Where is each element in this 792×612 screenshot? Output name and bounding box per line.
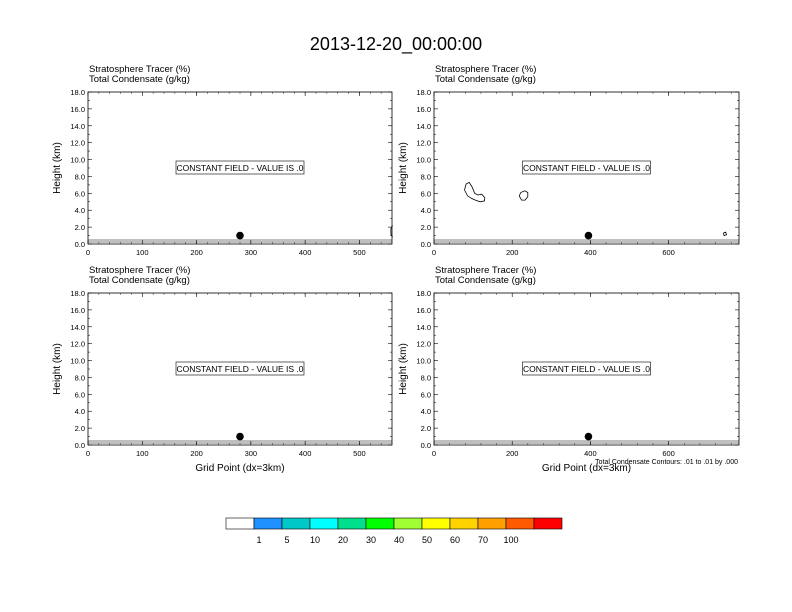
x-tick-label: 0 [431,449,437,458]
constant-field-label: CONSTANT FIELD - VALUE IS .0 [176,163,304,173]
y-tick-label: 0.0 [420,240,431,249]
panel-header-line: Stratosphere Tracer (%) [89,64,191,75]
y-tick-label: 2.0 [420,424,431,434]
x-tick-label: 200 [190,449,203,458]
y-tick-label: 18.0 [416,289,431,298]
x-axis-label: Grid Point (dx=3km) [541,463,632,474]
contour-info-note: Total Condensate Contours: .01 to .01 by .000 [595,459,738,466]
y-tick-label: 12.0 [70,138,85,148]
location-marker [585,433,593,441]
y-tick-label: 12.0 [70,339,85,349]
y-tick-label: 6.0 [420,390,431,400]
x-tick-label: 600 [662,248,675,257]
y-axis-label: Height (km) [398,142,409,194]
x-tick-label: 0 [85,449,91,458]
y-tick-label: 4.0 [74,206,85,216]
colorbar-label: 30 [365,535,377,545]
y-tick-label: 10.0 [70,155,85,165]
colorbar-label: 5 [284,535,290,545]
panels [52,64,739,474]
colorbar-swatch [478,518,506,529]
colorbar-swatch [422,518,450,529]
y-tick-label: 4.0 [420,407,431,417]
y-tick-label: 6.0 [420,189,431,199]
y-tick-label: 4.0 [74,407,85,417]
colorbar-swatch [338,518,366,529]
panel-header-line: Total Condensate (g/kg) [435,275,536,286]
location-marker [236,433,244,441]
panel-header-line: Stratosphere Tracer (%) [89,265,191,276]
panel-header-line: Total Condensate (g/kg) [435,74,536,85]
colorbar-label: 40 [393,535,405,545]
condensate-contour [723,232,726,235]
x-tick-label: 0 [85,248,91,257]
x-tick-label: 200 [505,449,519,458]
x-tick-label: 500 [353,248,366,257]
x-tick-label: 500 [353,449,366,458]
colorbar-swatch [450,518,478,529]
y-tick-label: 16.0 [416,104,431,114]
y-tick-label: 18.0 [416,88,431,97]
y-tick-label: 10.0 [70,356,85,366]
colorbar-label: 60 [449,535,461,545]
constant-field-label: CONSTANT FIELD - VALUE IS .0 [522,364,651,374]
y-tick-label: 16.0 [416,305,431,315]
y-tick-label: 2.0 [420,223,431,233]
colorbar [226,518,562,545]
x-tick-label: 200 [190,248,203,257]
x-tick-label: 100 [136,248,149,257]
x-axis-label: Grid Point (dx=3km) [195,463,285,474]
colorbar-label: 100 [503,535,519,545]
x-tick-label: 300 [244,449,258,458]
colorbar-label: 70 [477,535,489,545]
x-tick-label: 0 [431,248,437,257]
y-tick-label: 2.0 [74,424,85,434]
y-tick-label: 8.0 [420,172,431,182]
panel-top-right [398,64,739,257]
x-tick-label: 400 [298,248,312,257]
constant-field-label: CONSTANT FIELD - VALUE IS .0 [176,364,304,374]
y-tick-label: 14.0 [416,322,431,332]
x-tick-label: 400 [584,449,597,458]
y-tick-label: 12.0 [416,339,431,349]
y-tick-label: 0.0 [74,240,85,249]
location-marker [585,232,593,240]
y-tick-label: 14.0 [70,322,85,332]
x-tick-label: 100 [136,449,149,458]
y-tick-label: 14.0 [416,121,431,131]
y-tick-label: 0.0 [74,441,85,450]
panel-header-line: Stratosphere Tracer (%) [435,265,537,276]
colorbar-swatch [282,518,310,529]
panel-header-line: Total Condensate (g/kg) [89,74,190,85]
condensate-contour [519,191,528,200]
colorbar-label: 1 [256,535,262,545]
y-tick-label: 16.0 [70,305,85,315]
x-tick-label: 200 [505,248,519,257]
y-axis-label: Height (km) [52,343,63,395]
y-tick-label: 14.0 [70,121,85,131]
panel-bottom-right [398,265,739,474]
location-marker [236,232,244,240]
panel-header-line: Stratosphere Tracer (%) [435,64,537,75]
colorbar-swatch [310,518,338,529]
y-tick-label: 4.0 [420,206,431,216]
y-tick-label: 8.0 [74,172,85,182]
colorbar-swatch [506,518,534,529]
x-tick-label: 400 [584,248,597,257]
figure-title: 2013-12-20_00:00:00 [309,34,483,54]
colorbar-label: 20 [337,535,349,545]
panel-header-line: Total Condensate (g/kg) [89,275,190,286]
y-axis-label: Height (km) [398,343,409,395]
condensate-contour [465,182,485,201]
y-tick-label: 12.0 [416,138,431,148]
panel-bottom-left [52,265,392,474]
constant-field-label: CONSTANT FIELD - VALUE IS .0 [522,163,651,173]
y-tick-label: 0.0 [420,441,431,450]
y-tick-label: 10.0 [416,155,431,165]
y-tick-label: 2.0 [74,223,85,233]
y-tick-label: 8.0 [74,373,85,383]
y-axis-label: Height (km) [52,142,63,194]
colorbar-label: 50 [421,535,433,545]
colorbar-label: 10 [309,535,321,545]
y-tick-label: 18.0 [70,289,85,298]
y-tick-label: 16.0 [70,104,85,114]
colorbar-swatch [534,518,562,529]
colorbar-swatch [226,518,254,529]
x-tick-label: 600 [662,449,675,458]
panel-top-left [52,64,393,257]
colorbar-swatch [254,518,282,529]
y-tick-label: 18.0 [70,88,85,97]
colorbar-swatch [394,518,422,529]
x-tick-label: 300 [244,248,258,257]
x-tick-label: 400 [298,449,312,458]
colorbar-swatch [366,518,394,529]
y-tick-label: 8.0 [420,373,431,383]
y-tick-label: 10.0 [416,356,431,366]
y-tick-label: 6.0 [74,390,85,400]
y-tick-label: 6.0 [74,189,85,199]
